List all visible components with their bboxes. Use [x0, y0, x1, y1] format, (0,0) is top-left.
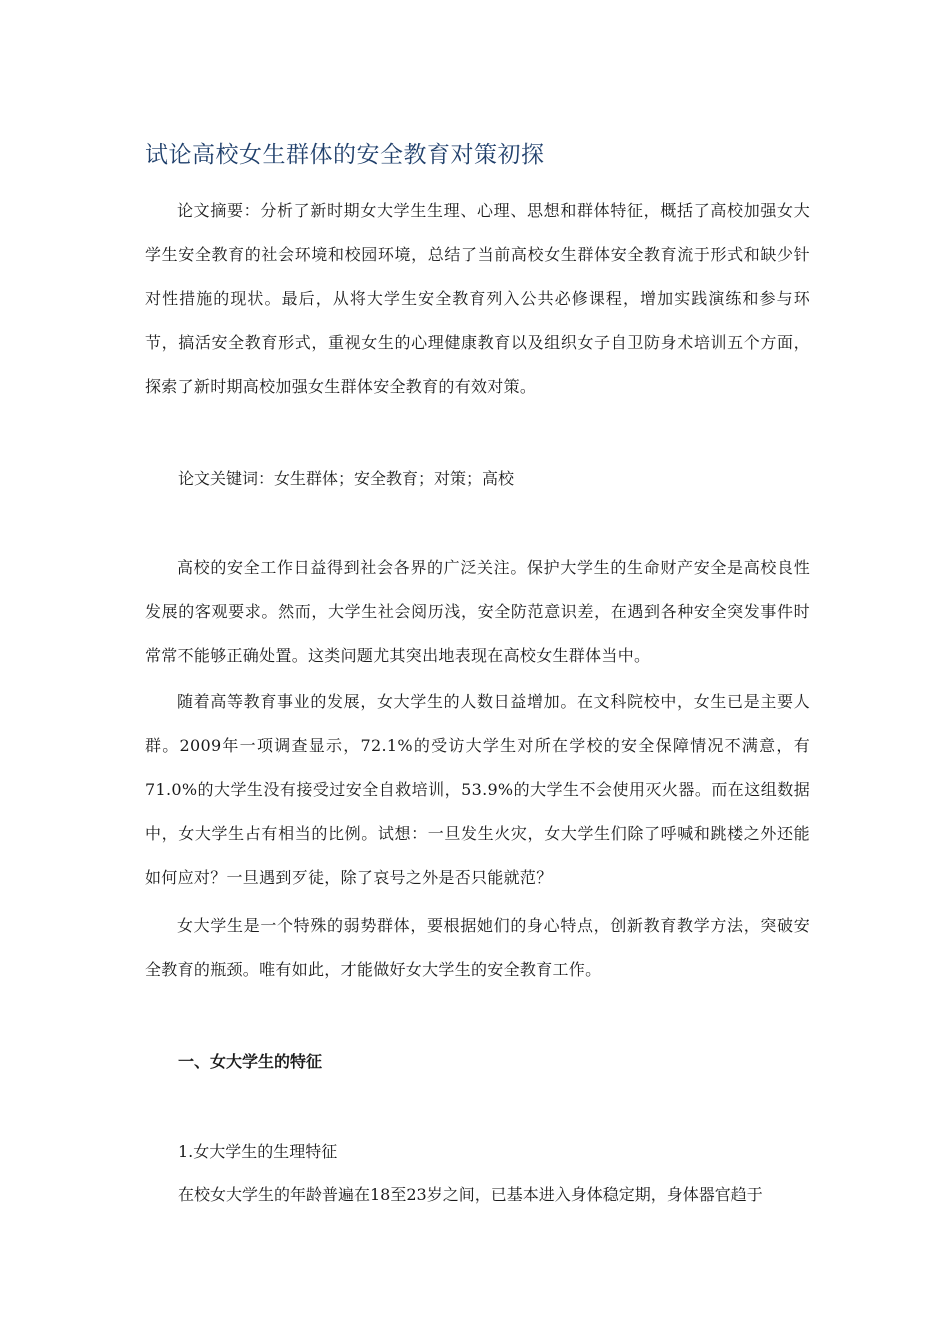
document-title: 试论高校女生群体的安全教育对策初探: [145, 142, 545, 168]
section-heading: 一、女大学生的特征: [178, 1052, 323, 1071]
keywords-line: 论文关键词：女生群体；安全教育；对策；高校: [178, 469, 515, 488]
body-paragraph-4: 在校女大学生的年龄普遍在18至23岁之间，已基本进入身体稳定期，身体器官趋于: [178, 1185, 763, 1204]
body-paragraph-2: 随着高等教育事业的发展，女大学生的人数日益增加。在文科院校中，女生已是主要人群。2009年一项调查显示，72.1%的受访大学生对所在学校的安全保障情况不满意，有71.0%的大学生没有接受过安全自救培训，53.9%的大学生不会使用灭火器。而在这组数据中，女大学生占有相当的比例。试想：一旦发生火灾，女大学生们除了呼喊和跳楼之外还能如何应对？一旦遇到歹徒，除了哀号之外是否只能就范？: [145, 692, 810, 887]
subsection-heading: 1.女大学生的生理特征: [178, 1142, 338, 1161]
body-paragraph-1: 高校的安全工作日益得到社会各界的广泛关注。保护大学生的生命财产安全是高校良性发展的客观要求。然而，大学生社会阅历浅，安全防范意识差，在遇到各种安全突发事件时常常不能够正确处置。这类问题尤其突出地表现在高校女生群体当中。: [145, 558, 810, 665]
body-paragraph-3: 女大学生是一个特殊的弱势群体，要根据她们的身心特点，创新教育教学方法，突破安全教育的瓶颈。唯有如此，才能做好女大学生的安全教育工作。: [145, 916, 810, 979]
abstract-paragraph: 论文摘要：分析了新时期女大学生生理、心理、思想和群体特征，概括了高校加强女大学生安全教育的社会环境和校园环境，总结了当前高校女生群体安全教育流于形式和缺少针对性措施的现状。最后，从将大学生安全教育列入公共必修课程，增加实践演练和参与环节，搞活安全教育形式，重视女生的心理健康教育以及组织女子自卫防身术培训五个方面，探索了新时期高校加强女生群体安全教育的有效对策。: [145, 201, 810, 396]
